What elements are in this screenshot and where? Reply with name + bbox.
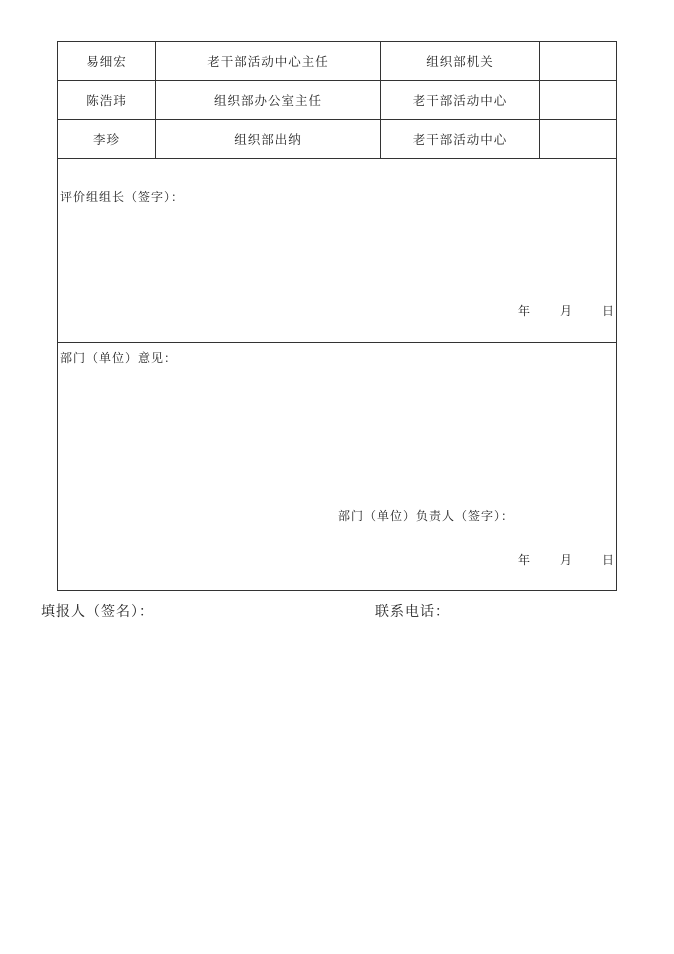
extra-cell [540,42,618,80]
evaluation-form [57,41,617,591]
unit-cell: 组织部机关 [381,42,540,80]
department-opinion-label: 部门（单位）意见： [60,351,178,365]
date-year: 年 [517,553,530,567]
department-date [518,551,614,568]
table-row [58,120,616,159]
position-cell: 组织部办公室主任 [156,81,381,119]
unit-cell: 老干部活动中心 [381,120,540,158]
unit-cell: 老干部活动中心 [381,81,540,119]
date-month: 月 [559,553,572,567]
date-day: 日 [601,304,614,318]
table-row [58,81,616,120]
extra-cell [540,81,618,119]
date-month: 月 [559,304,572,318]
department-opinion-section [58,343,616,592]
date-year: 年 [517,304,530,318]
contact-phone-label: 联系电话： [375,604,450,620]
department-head-sign-label: 部门（单位）负责人（签字）： [338,509,515,523]
extra-cell [540,120,618,158]
name-cell: 李珍 [58,120,156,158]
date-day: 日 [601,553,614,567]
name-cell: 易细宏 [58,42,156,80]
filler-signature-label: 填报人（签名）： [41,604,154,620]
position-cell: 组织部出纳 [156,120,381,158]
table-row [58,42,616,81]
evaluation-date [518,302,614,319]
evaluation-leader-section [58,159,616,343]
evaluation-leader-label: 评价组组长（签字）： [60,190,185,204]
name-cell: 陈浩玮 [58,81,156,119]
position-cell: 老干部活动中心主任 [156,42,381,80]
